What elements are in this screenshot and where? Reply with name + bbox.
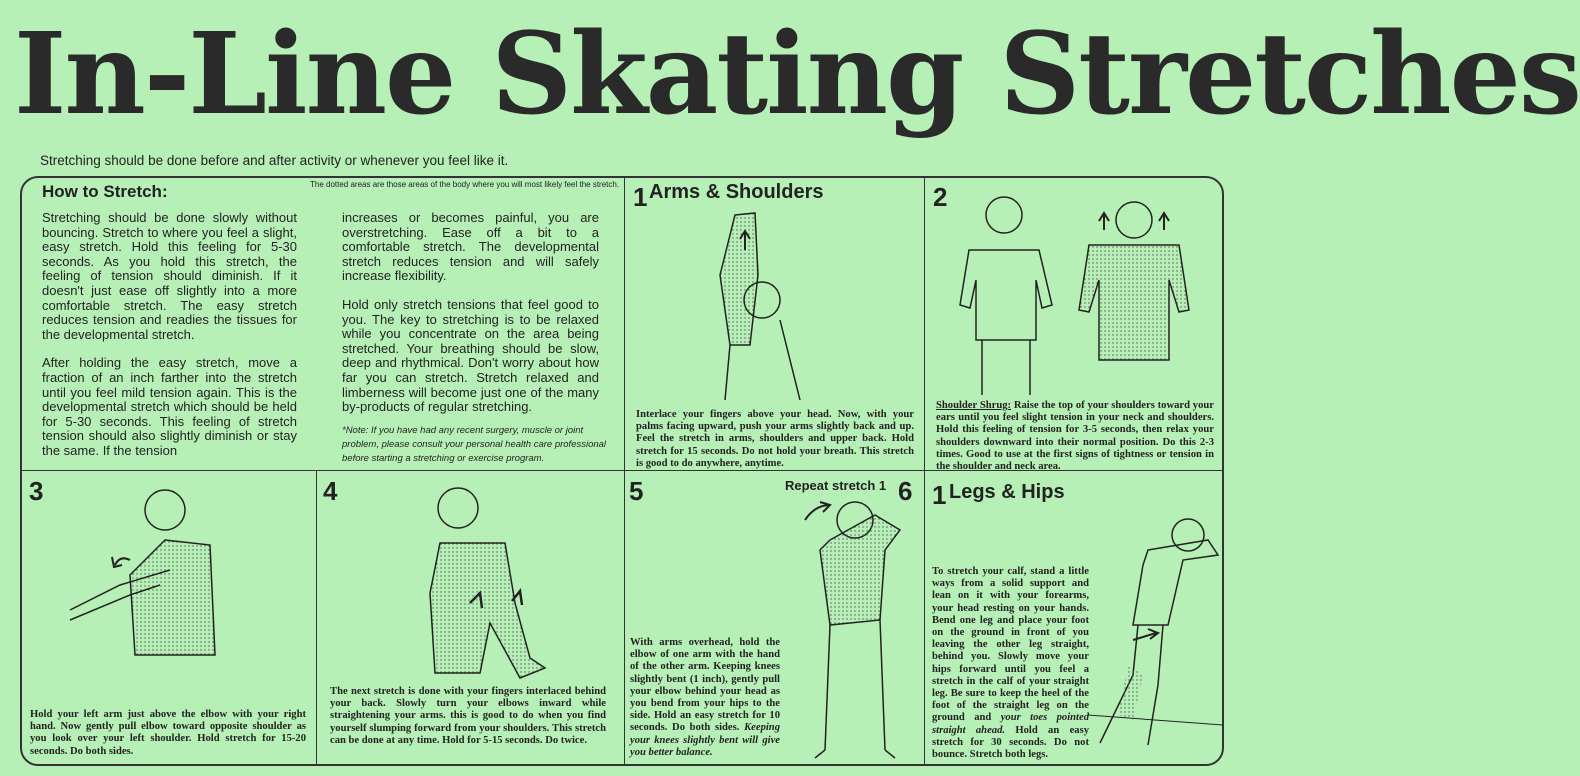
divider-vertical-3 [316,470,317,765]
elbow-pull-figure [60,485,230,700]
caption-text: With arms overhead, hold the elbow of one arm with the hand of the other arm. Keeping knees slightly bent (1 inch), gently pull your elbow behind your head as you bend from your hips to the side. Hold an easy stretch for 10 seconds. Do both sides. [630,637,780,734]
section-number: 1 [633,182,648,212]
section-number: 2 [933,182,948,212]
caption-text: Hold an easy stretch for 30 seconds. Do not bounce. Stretch both legs. [932,724,1089,761]
caption-arms-shoulders: Interlace your fingers above your head. Now, with your palms facing upward, push your arms slightly back and up. Feel the stretch in arms, shoulders and upper back. Hold stretch for 15 seconds. Do not hold your breath. This stretch is good to do anywhere, anytime. [636,409,914,469]
caption-hands-behind-back: The next stretch is done with your fingers interlaced behind your back. Slowly turn your elbows inward while straightening your arms. this is good to do when you find yourself slumping forward from your shoulders. This stretch can be done at any time. Hold for 5-15 seconds. Do twice. [330,686,606,746]
howto-paragraph: After holding the easy stretch, move a fraction of an inch farther into the stretch until you feel mild tension again. This is the developmental stretch which should be held for 5-30 seconds. This feeling of stretch tension should also slightly diminish or stay the same. If the tension [42,355,297,458]
caption-italic-text: Keeping your knees slightly bent will give you better balance. [630,722,780,758]
divider-vertical-2 [924,177,925,765]
caption-italic-text: your toes pointed straight ahead. [932,712,1089,736]
page-title: In-Line Skating Stretches [14,9,1580,140]
shoulder-shrug-figures [944,190,1204,400]
divider-vertical-1 [624,177,625,765]
howto-paragraph: Stretching should be done slowly without bouncing. Stretch to where you feel a slight, easy stretch. Hold this feeling for 5-30 seconds. As you hold this stretch, the feeling of tension should diminish. If it doesn't just ease off slightly into a more comfortable stretch. The easy stretch reduces tension and readies the tissues for the developmental stretch. [42,210,297,342]
section-number: 5 [629,476,644,506]
howto-column-1 [42,211,297,473]
section-number-6: 6 [898,476,913,506]
medical-note: *Note: If you have had any recent surgery, muscle or joint problem, please consult your personal health care professional before starting a stretching or exercise program. [342,425,607,464]
shoulder-shrug-label: Shoulder Shrug: [936,400,1012,411]
caption-text: To stretch your calf, stand a little ways from a solid support and lean on it with your forearms, your head resting on your hands. Bend one leg and place your foot on the ground in front of you leaving the other leg straight, behind you. Slowly move your hips forward until you feel a stretch in the calf of your straight leg. Be sure to keep the heel of the foot of the straight leg on the ground and [932,566,1089,724]
arms-overhead-figure [700,205,810,405]
section-title-arms-shoulders: Arms & Shoulders [649,181,824,203]
section-number: 3 [29,476,44,506]
repeat-stretch-note: Repeat stretch 1 [785,478,887,493]
howto-column-2 [342,211,599,429]
calf-stretch-figure [1088,515,1223,760]
caption-side-bend [630,637,780,759]
caption-elbow-pull: Hold your left arm just above the elbow with your right hand. Now gently pull elbow toward opposite shoulder as you look over your left shoulder. Hold stretch for 15-20 seconds. Do both sides. [30,709,306,757]
dotted-areas-note: The dotted areas are those areas of the body where you will most likely feel the stretch. [310,180,620,189]
howto-paragraph: Hold only stretch tensions that feel good to you. The key to stretching is to be relaxed while you concentrate on the area being stretched. Your breathing should be slow, deep and rhythmical. Don't worry about how far you can stretch. Stretch relaxed and limberness will become just one of the many by-products of regular stretching. [342,296,599,415]
howto-title: How to Stretch: [42,182,168,201]
caption-calf-stretch [932,566,1089,761]
caption-shoulder-shrug [936,400,1214,473]
section-number: 4 [323,476,338,506]
section-title-legs-hips: Legs & Hips [949,481,1065,503]
side-bend-figure [790,490,915,765]
section-number: 1 [932,480,947,510]
hands-behind-back-figure [420,483,555,683]
howto-paragraph: increases or becomes painful, you are overstretching. Ease off a bit to a comfortable stretch. The developmental stretch reduces tension and will safely increase flexibility. [342,210,599,284]
caption-text: Raise the top of your shoulders toward your ears until you feel slight tension in your neck and shoulders. Hold this feeling of tension for 3-5 seconds, then relax your shoulders downward into their normal position. Do this 2-3 times. Good to use at the first signs of tightness or tension in the shoulder and neck area. [936,400,1214,473]
page-subtitle: Stretching should be done before and after activity or whenever you feel like it. [40,153,509,168]
